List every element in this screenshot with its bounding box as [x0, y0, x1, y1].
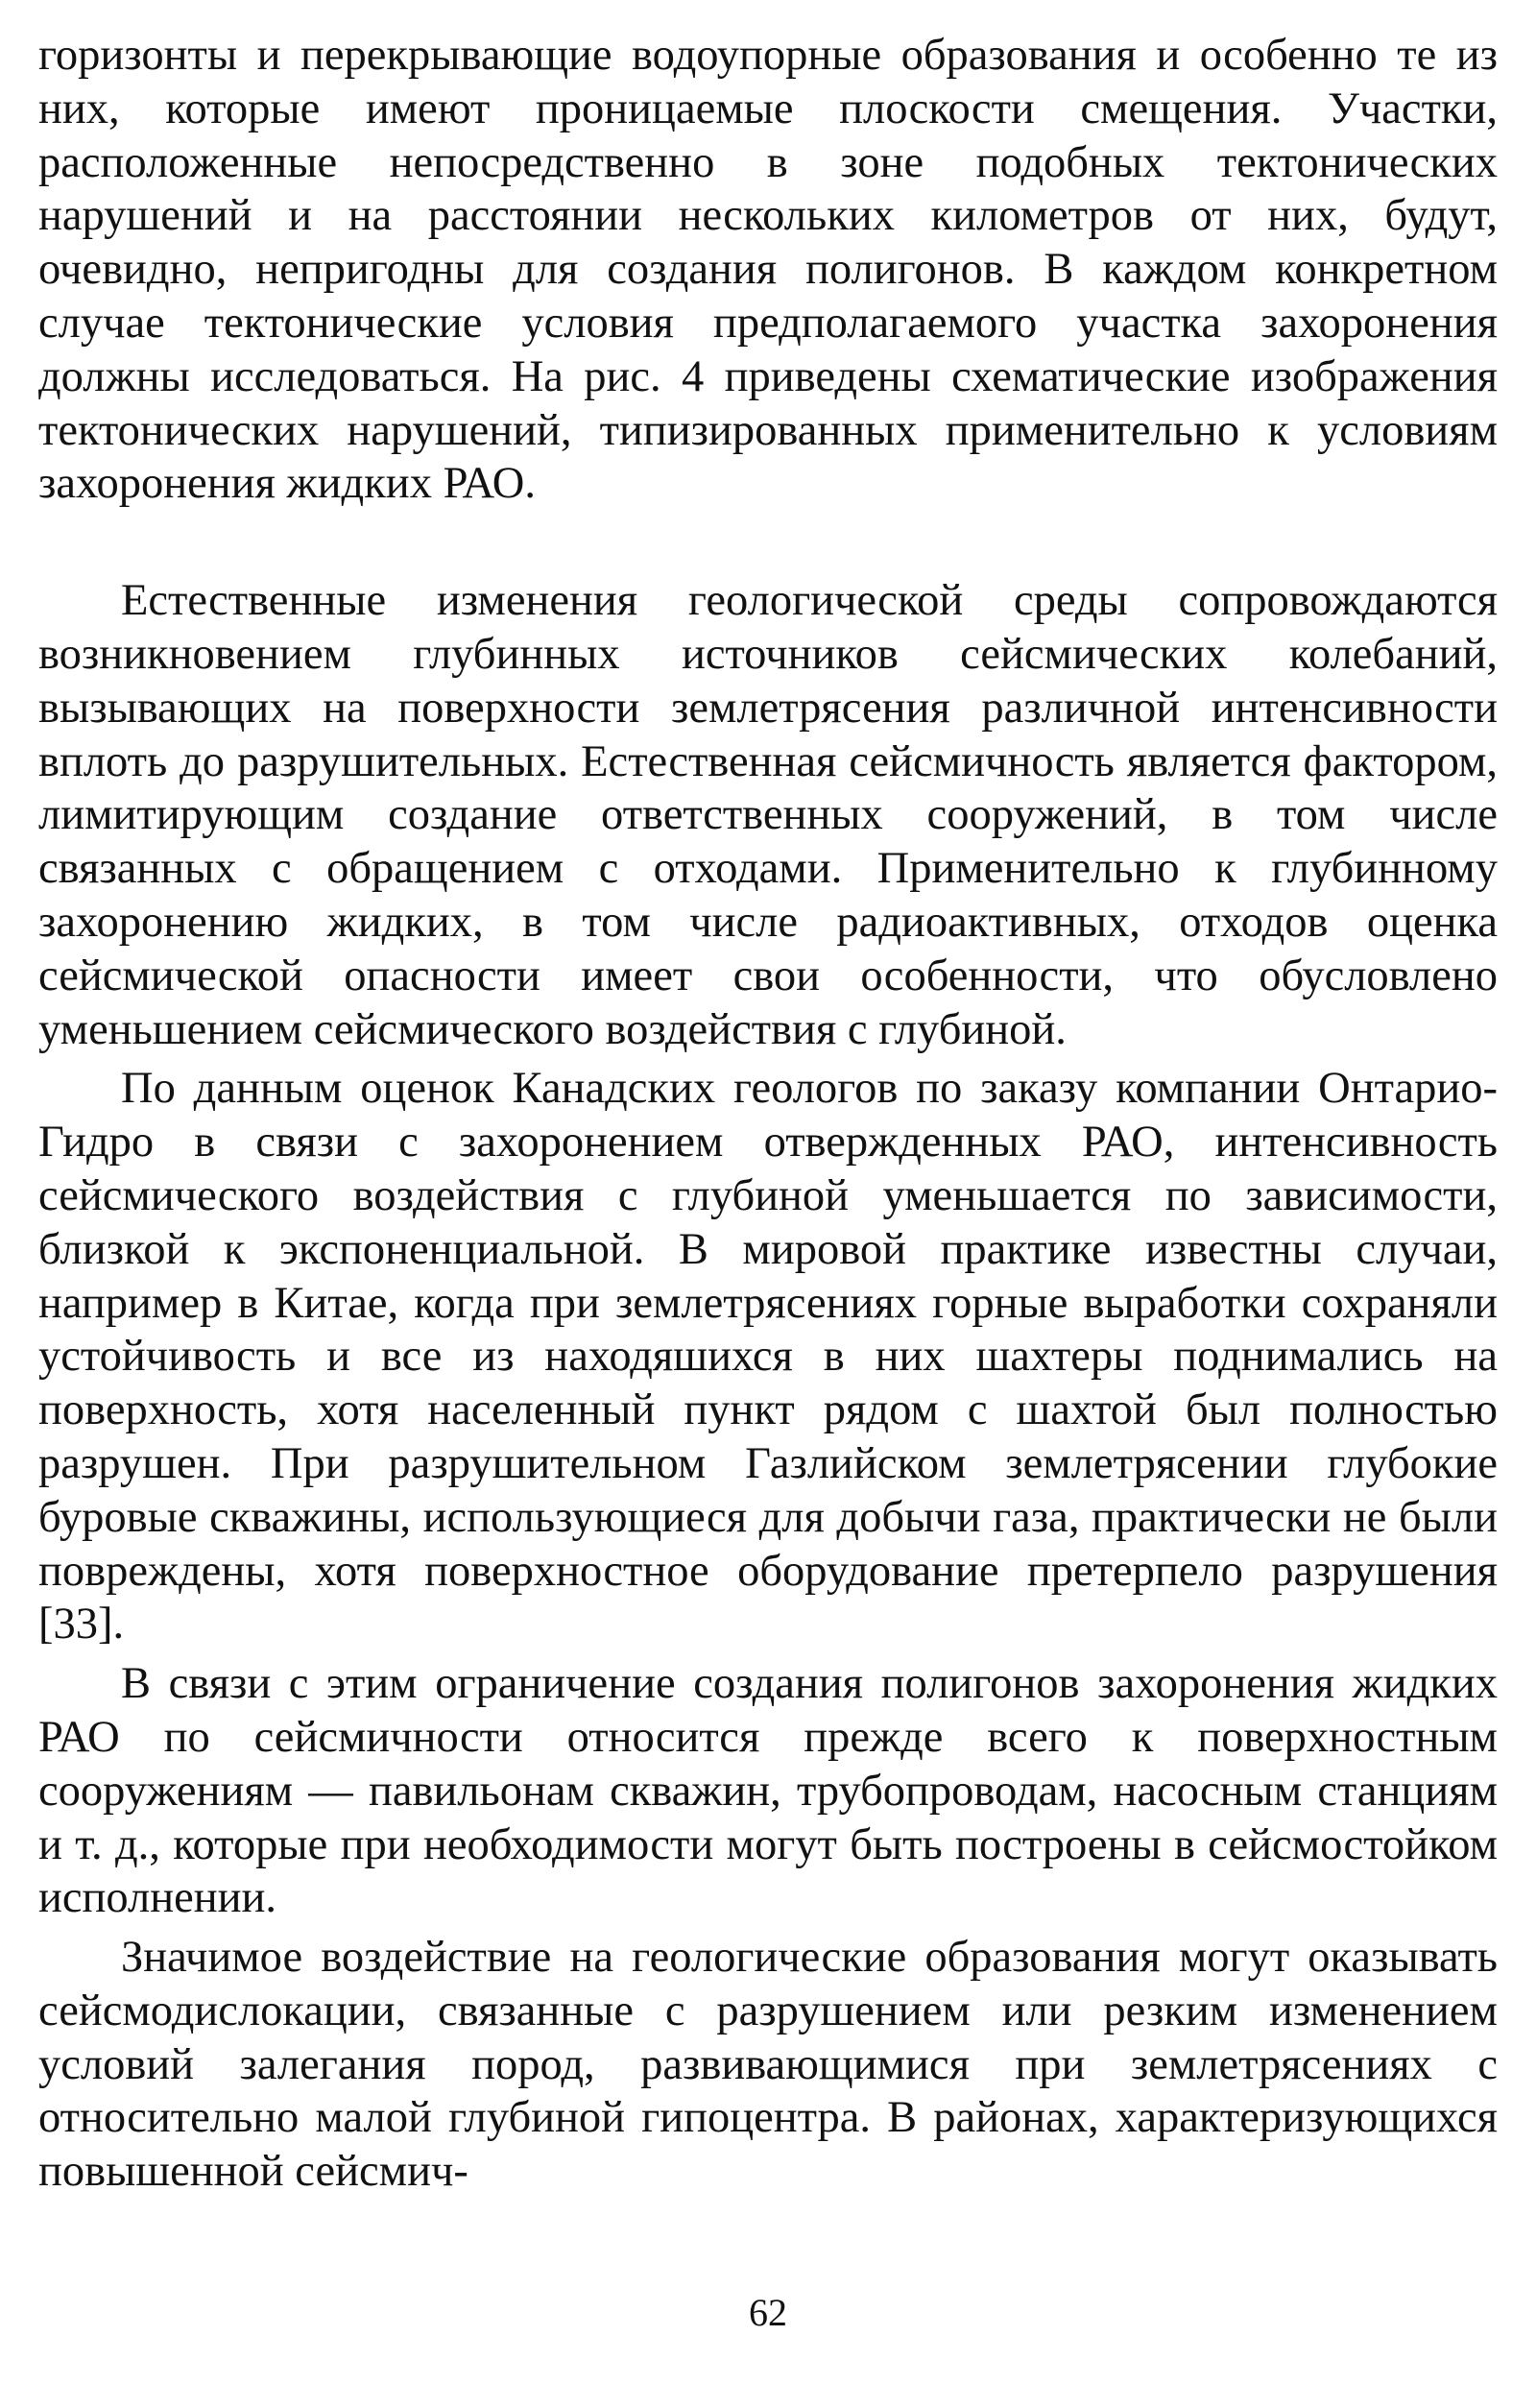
paragraph-tectonic-conditions: горизонты и перекрывающие водоупорные образования и особенно те из них, которые имеют проницаемые плоскости смещения. Участки, расположенные непосредственно в зоне подобных тектонических нарушений и на расстоянии нескольких километров от них, будут, очевидно, непригодны для создания полигонов. В каждом конкретном случае тектонические условия предполагаемого участка захоронения должны исследоваться. На рис. 4 приведены схематические изображения тектонических нарушений, типизированных применительно к условиям захоронения жидких РАО.	[38, 31, 1498, 509]
paragraph-surface-structures: В связи с этим ограничение создания полигонов захоронения жидких РАО по сейсмичности относится прежде всего к поверхностным сооружениям — павильонам скважин, трубопроводам, насосным станциям и т. д., которые при необходимости могут быть построены в сейсмостойком исполнении.	[38, 1659, 1498, 1923]
document-page	[38, 29, 1498, 2381]
paragraph-canadian-estimates: По данным оценок Канадских геологов по заказу компании Онтарио-Гидро в связи с захоронением отвержденных РАО, интенсивность сейсмического воздействия с глубиной уменьшается по зависимости, близкой к экспоненциальной. В мировой практике известны случаи, например в Китае, когда при землетрясениях горные выработки сохраняли устойчивость и все из находяшихся в них шахтеры поднимались на поверхность, хотя населенный пункт рядом с шахтой был полностью разрушен. При разрушительном Газлийском землетрясении глубокие буровые скважины, использующиеся для добычи газа, практически не были повреждены, хотя поверхностное оборудование претерпело разрушения [33].	[38, 1064, 1498, 1649]
paragraph-seismic-dislocations: Значимое воздействие на геологические образования могут оказывать сейсмодислокации, связанные с разрушением или резким изменением условий залегания пород, развивающимися при землетрясениях с относительно малой глубиной гипоцентра. В районах, характеризующихся повышенной сейсмич-	[38, 1933, 1498, 2197]
paragraph-natural-seismicity: Естественные изменения геологической среды сопровождаются возникновением глубинных источников сейсмических колебаний, вызывающих на поверхности землетрясения различной интенсивности вплоть до разрушительных. Естественная сейсмичность является фактором, лимитирующим создание ответственных сооружений, в том числе связанных с обращением с отходами. Применительно к глубинному захоронению жидких, в том числе радиоактивных, отходов оценка сейсмической опасности имеет свои особенности, что обусловлено уменьшением сейсмического воздействия с глубиной.	[38, 576, 1498, 1054]
page-number: 62	[749, 2291, 787, 2334]
